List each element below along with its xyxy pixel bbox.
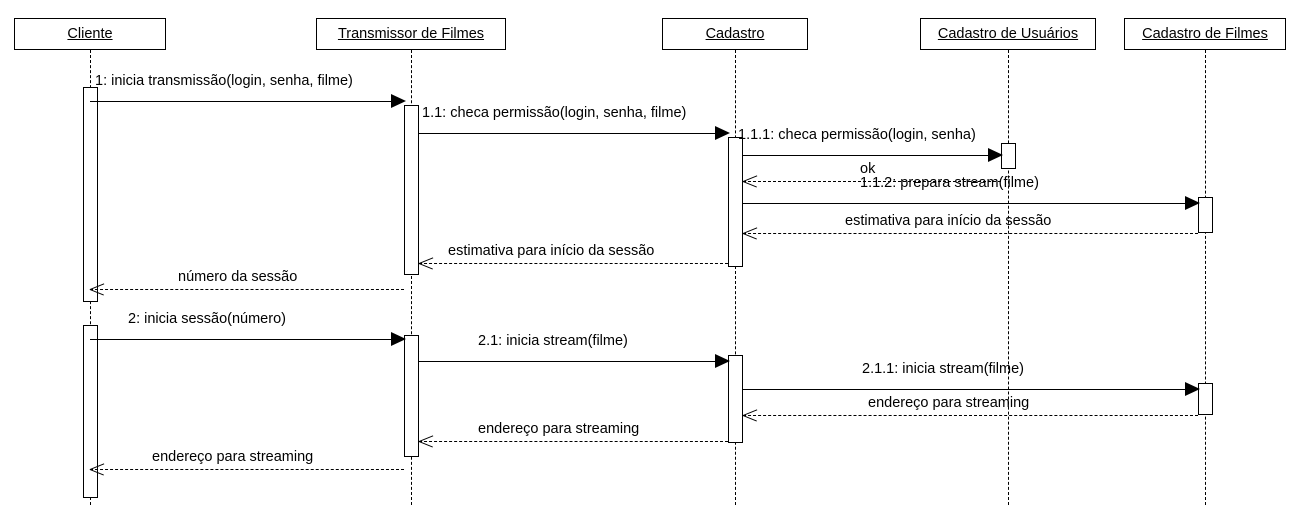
- activation-bar: [1198, 383, 1213, 415]
- message-label-m111r: ok: [860, 161, 876, 177]
- message-label-m1: 1: inicia transmissão(login, senha, filme): [95, 73, 353, 89]
- message-label-m2: 2: inicia sessão(número): [128, 311, 286, 327]
- activation-bar: [1198, 197, 1213, 233]
- message-label-m211: 2.1.1: inicia stream(filme): [862, 361, 1024, 377]
- lifeline-line-cadastro-filmes: [1205, 50, 1206, 505]
- lifeline-label-transmissor: Transmissor de Filmes: [337, 25, 485, 42]
- activation-bar: [728, 137, 743, 267]
- message-line-m2: [90, 339, 404, 340]
- arrowhead-m211r: [743, 408, 757, 422]
- lifeline-head-transmissor[interactable]: [316, 18, 506, 50]
- message-line-m21r: [419, 441, 728, 442]
- message-line-m211r: [743, 415, 1198, 416]
- arrowhead-m112r: [743, 226, 757, 240]
- lifeline-label-cliente: Cliente: [67, 25, 113, 42]
- message-line-m112: [743, 203, 1198, 204]
- arrowhead-m1r: [90, 282, 104, 296]
- lifeline-head-cadastro[interactable]: [662, 18, 808, 50]
- arrowhead-m1: [391, 94, 406, 108]
- message-label-m111: 1.1.1: checa permissão(login, senha): [738, 127, 976, 143]
- message-label-m2r: endereço para streaming: [152, 449, 314, 465]
- arrowhead-m2: [391, 332, 406, 346]
- message-line-m21: [419, 361, 728, 362]
- message-label-m112r: estimativa para início da sessão: [845, 213, 1052, 229]
- arrowhead-m211: [1185, 382, 1200, 396]
- message-label-m1r: número da sessão: [178, 269, 298, 285]
- lifeline-head-cadastro-filmes[interactable]: [1124, 18, 1286, 50]
- message-label-m21: 2.1: inicia stream(filme): [478, 333, 628, 349]
- message-line-m11r: [419, 263, 728, 264]
- activation-bar: [728, 355, 743, 443]
- activation-bar: [404, 105, 419, 275]
- message-label-m11: 1.1: checa permissão(login, senha, filme): [422, 105, 687, 121]
- message-label-m21r: endereço para streaming: [478, 421, 640, 437]
- lifeline-label-cadastro-filmes: Cadastro de Filmes: [1142, 25, 1268, 42]
- message-line-m211: [743, 389, 1198, 390]
- message-line-m111: [743, 155, 1001, 156]
- message-label-m11r: estimativa para início da sessão: [448, 243, 655, 259]
- lifeline-head-cadastro-usuarios[interactable]: [920, 18, 1096, 50]
- message-label-m211r: endereço para streaming: [868, 395, 1030, 411]
- lifeline-head-cliente[interactable]: [14, 18, 166, 50]
- lifeline-label-cadastro-usuarios: Cadastro de Usuários: [937, 25, 1079, 42]
- message-line-m2r: [90, 469, 404, 470]
- arrowhead-m2r: [90, 462, 104, 476]
- arrowhead-m111r: [743, 174, 757, 188]
- lifeline-line-cadastro-usuarios: [1008, 50, 1009, 505]
- arrowhead-m11r: [419, 256, 433, 270]
- message-line-m1r: [90, 289, 404, 290]
- arrowhead-m11: [715, 126, 730, 140]
- arrowhead-m21: [715, 354, 730, 368]
- message-line-m112r: [743, 233, 1198, 234]
- activation-bar: [83, 87, 98, 302]
- activation-bar: [404, 335, 419, 457]
- arrowhead-m21r: [419, 434, 433, 448]
- message-label-m112: 1.1.2: prepara stream(filme): [860, 175, 1039, 191]
- activation-bar: [1001, 143, 1016, 169]
- lifeline-label-cadastro: Cadastro: [705, 25, 765, 42]
- message-line-m1: [90, 101, 404, 102]
- arrowhead-m111: [988, 148, 1003, 162]
- arrowhead-m112: [1185, 196, 1200, 210]
- message-line-m11: [419, 133, 728, 134]
